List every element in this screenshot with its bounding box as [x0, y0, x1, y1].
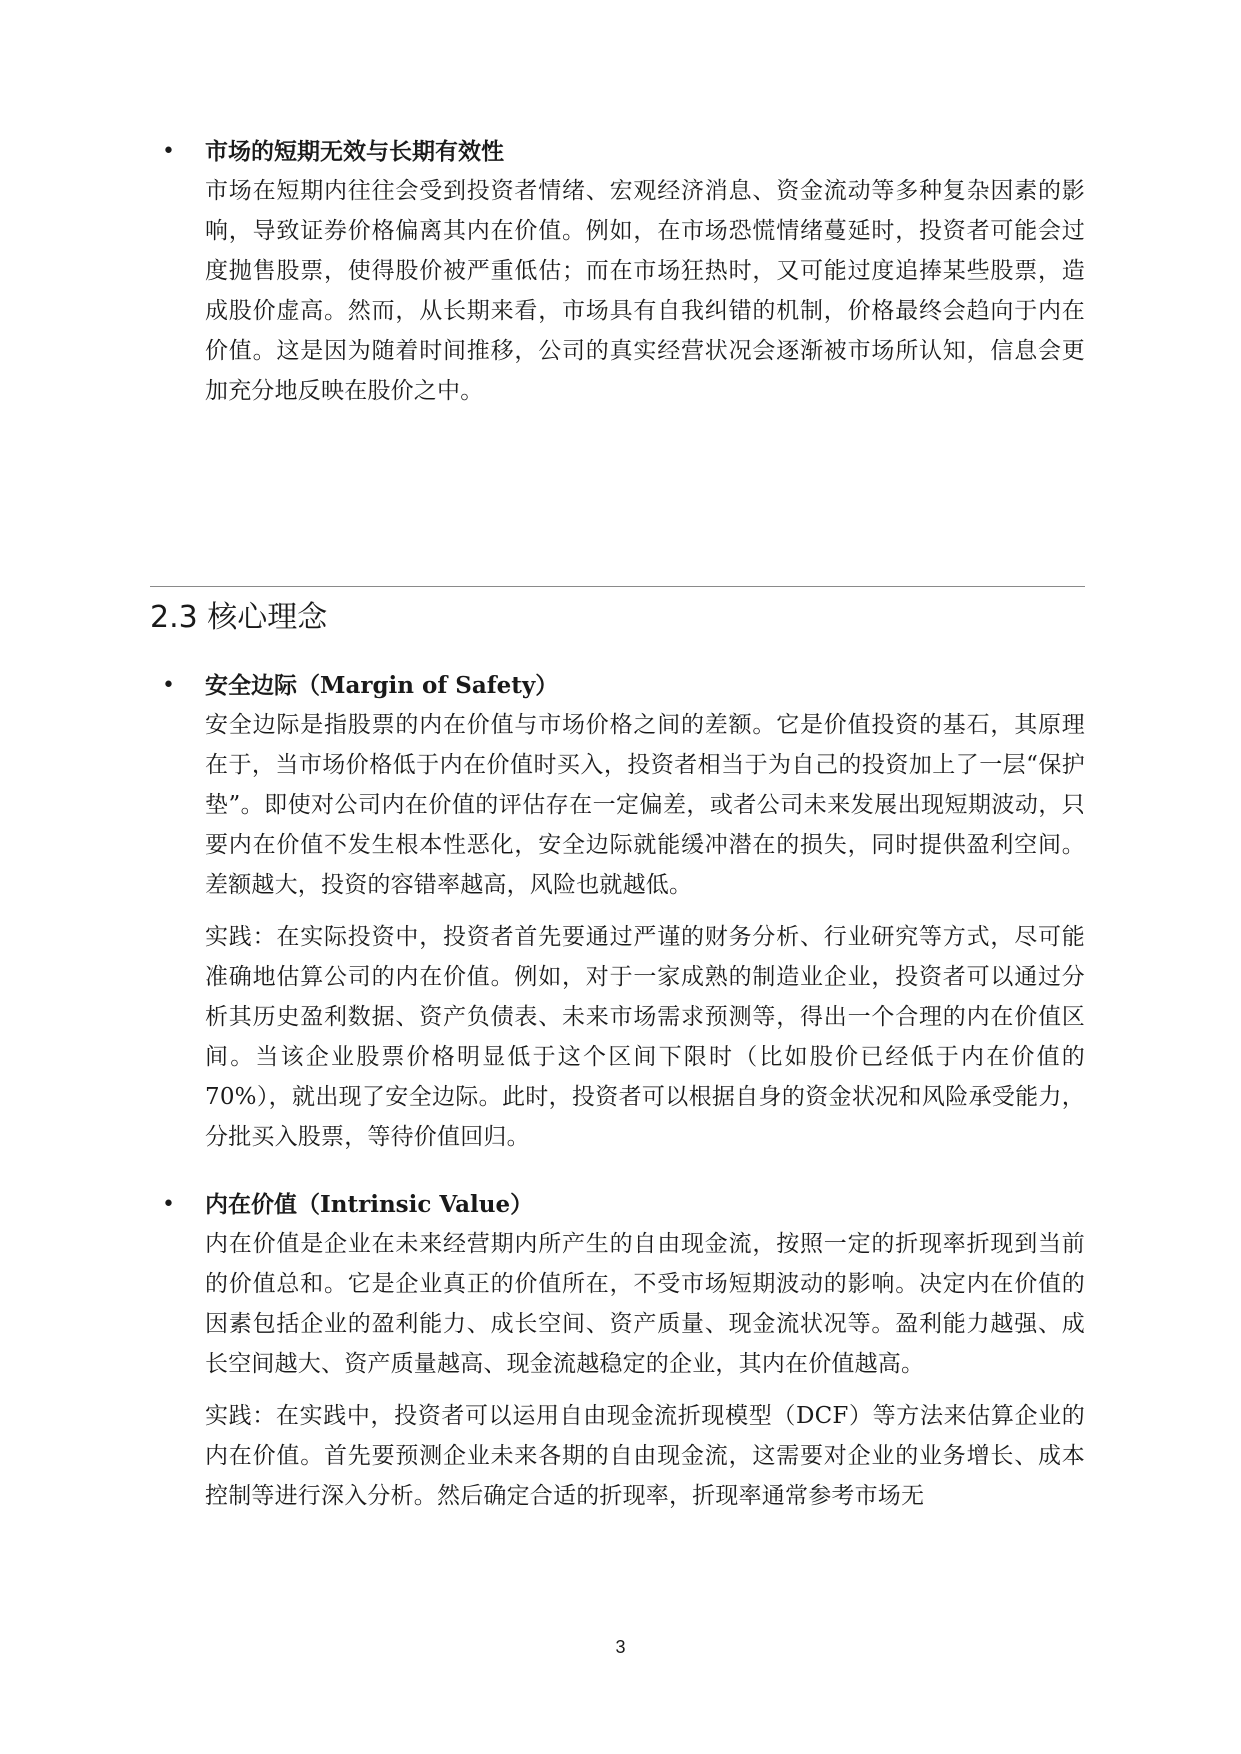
section-heading: 2.3 核心理念 [150, 600, 328, 635]
bullet-title: 市场的短期无效与长期有效性 [205, 138, 504, 165]
bullet-item-margin-of-safety [150, 667, 1085, 1157]
bullet-dot-icon: • [162, 673, 175, 698]
bullet-title: 安全边际（Margin of Safety） [205, 672, 559, 699]
paragraph: 内在价值是企业在未来经营期内所产生的自由现金流，按照一定的折现率折现到当前的价值总和。它是企业真正的价值所在，不受市场短期波动的影响。决定内在价值的因素包括企业的盈利能力、成长空间、资产质量、现金流状况等。盈利能力越强、成长空间越大、资产质量越高、现金流越稳定的企业，其内在价值越高。 [205, 1231, 1085, 1377]
paragraph: 安全边际是指股票的内在价值与市场价格之间的差额。它是价值投资的基石，其原理在于，当市场价格低于内在价值时买入，投资者相当于为自己的投资加上了一层“保护垫”。即使对公司内在价值的评估存在一定偏差，或者公司未来发展出现短期波动，只要内在价值不发生根本性恶化，安全边际就能缓冲潜在的损失，同时提供盈利空间。差额越大，投资的容错率越高，风险也就越低。 [205, 712, 1085, 898]
bullet-list-core-concepts [150, 667, 1085, 1157]
bullet-list-core-concepts-2 [150, 1186, 1085, 1516]
bullet-dot-icon: • [162, 1192, 175, 1217]
section-divider [150, 586, 1085, 587]
page-number: 3 [615, 1637, 626, 1657]
paragraph-practice: 实践：在实际投资中，投资者首先要通过严谨的财务分析、行业研究等方式，尽可能准确地估算公司的内在价值。例如，对于一家成熟的制造业企业，投资者可以通过分析其历史盈利数据、资产负债表、未来市场需求预测等，得出一个合理的内在价值区间。当该企业股票价格明显低于这个区间下限时（比如股价已经低于内在价值的70%），就出现了安全边际。此时，投资者可以根据自身的资金状况和风险承受能力，分批买入股票，等待价值回归。 [205, 924, 1085, 1150]
paragraph: 市场在短期内往往会受到投资者情绪、宏观经济消息、资金流动等多种复杂因素的影响，导致证券价格偏离其内在价值。例如，在市场恐慌情绪蔓延时，投资者可能会过度抛售股票，使得股价被严重低估；而在市场狂热时，又可能过度追捧某些股票，造成股价虚高。然而，从长期来看，市场具有自我纠错的机制，价格最终会趋向于内在价值。这是因为随着时间推移，公司的真实经营状况会逐渐被市场所认知，信息会更加充分地反映在股价之中。 [205, 178, 1085, 404]
bullet-item-market-efficiency [150, 133, 1085, 411]
bullet-title: 内在价值（Intrinsic Value） [205, 1191, 534, 1218]
bullet-item-intrinsic-value [150, 1186, 1085, 1516]
bullet-list-prev [150, 133, 1085, 411]
bullet-dot-icon: • [162, 139, 175, 164]
paragraph-practice: 实践：在实践中，投资者可以运用自由现金流折现模型（DCF）等方法来估算企业的内在价值。首先要预测企业未来各期的自由现金流，这需要对企业的业务增长、成本控制等进行深入分析。然后确定合适的折现率，折现率通常参考市场无 [205, 1403, 1085, 1509]
